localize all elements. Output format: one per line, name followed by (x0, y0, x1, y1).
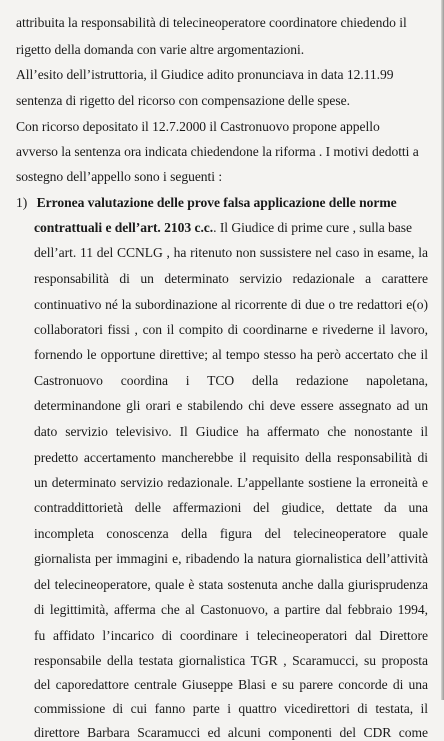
text-line: commissione di cui fanno parte i quattro vicedirettori di testata, il (34, 701, 428, 716)
text-line: responsabile della testata giornalistica TGR , Scaramucci, su proposta (34, 653, 428, 668)
text-line: collaboratori fissi , con il compito di coordinarne e rivederne il lavoro, (34, 322, 428, 337)
text-line: All’esito dell’istruttoria, il Giudice adito pronunciava in data 12.11.99 (16, 67, 394, 82)
text-line: responsabilità di un determinato servizio redazionale a carattere (34, 271, 428, 286)
text-line: determinandone gli orari e stabilendo chi deve essere assegnato ad un (34, 398, 428, 413)
text-line: giornalista per immagini e, ribadendo la natura giornalistica dell’attività (34, 551, 428, 566)
text-line: di legittimità, afferma che al Castonuovo, a partire dal febbraio 1994, (34, 602, 428, 617)
text-line: sostegno dell’appello sono i seguenti : (16, 169, 223, 184)
text-line: avverso la sentenza ora indicata chiedendone la riforma . I motivi dedotti a (16, 144, 419, 159)
text-line: fu affidato l’incarico di coordinare i telecineoperatori dal Direttore (34, 628, 428, 643)
item-rest: . Il Giudice di prime cure , sulla base (213, 220, 412, 235)
text-line: un determinato servizio redazionale. L’appellante sostiene la erroneità e (34, 475, 428, 490)
text-line: contraddittorietà delle affermazioni del giudice, dettate da una (34, 500, 428, 515)
text-line: predetto accertamento mancherebbe il requisito della responsabilità di (34, 450, 428, 465)
text-line: direttore Barbara Scaramucci ed alcuni componenti del CDR come (34, 725, 428, 740)
item-heading: Erronea valutazione delle prove falsa applicazione delle norme (36, 195, 397, 210)
text-line: incompleta conoscenza della figura del telecineoperatore quale (34, 526, 428, 541)
text-line: Castronuovo coordina i TCO della redazione napoletana, (34, 373, 428, 388)
text-line: del caporedattore centrale Giuseppe Blasi e su parere concorde di una (34, 677, 428, 692)
text-line: attribuita la responsabilità di telecineoperatore coordinatore chiedendo il (16, 15, 407, 30)
text-line: rigetto della domanda con varie altre argomentazioni. (16, 42, 305, 57)
item-heading-continued: contrattuali e dell’art. 2103 c.c. (34, 220, 214, 235)
numbered-item-line (34, 220, 428, 236)
text-line: Con ricorso depositato il 12.7.2000 il Castronuovo propone appello (16, 119, 380, 134)
text-line: sentenza di rigetto del ricorso con compensazione delle spese. (16, 93, 350, 108)
text-line: continuativo né la subordinazione al ricorrente di due o tre redattori e(o) (34, 297, 428, 312)
text-line: del telecineoperatore, quale è stata sostenuta anche dalla giurisprudenza (34, 577, 428, 592)
item-number: 1) (16, 195, 28, 210)
text-line: fornendo le opportune direttive; al tempo stesso ha però accertato che il (34, 347, 428, 362)
text-line: dell’art. 11 del CCNLG , ha ritenuto non sussistere nel caso in esame, la (34, 245, 428, 260)
text-line: dato servizio televisivo. Il Giudice ha affermato che nonostante il (34, 424, 428, 439)
numbered-item-heading (16, 195, 428, 211)
